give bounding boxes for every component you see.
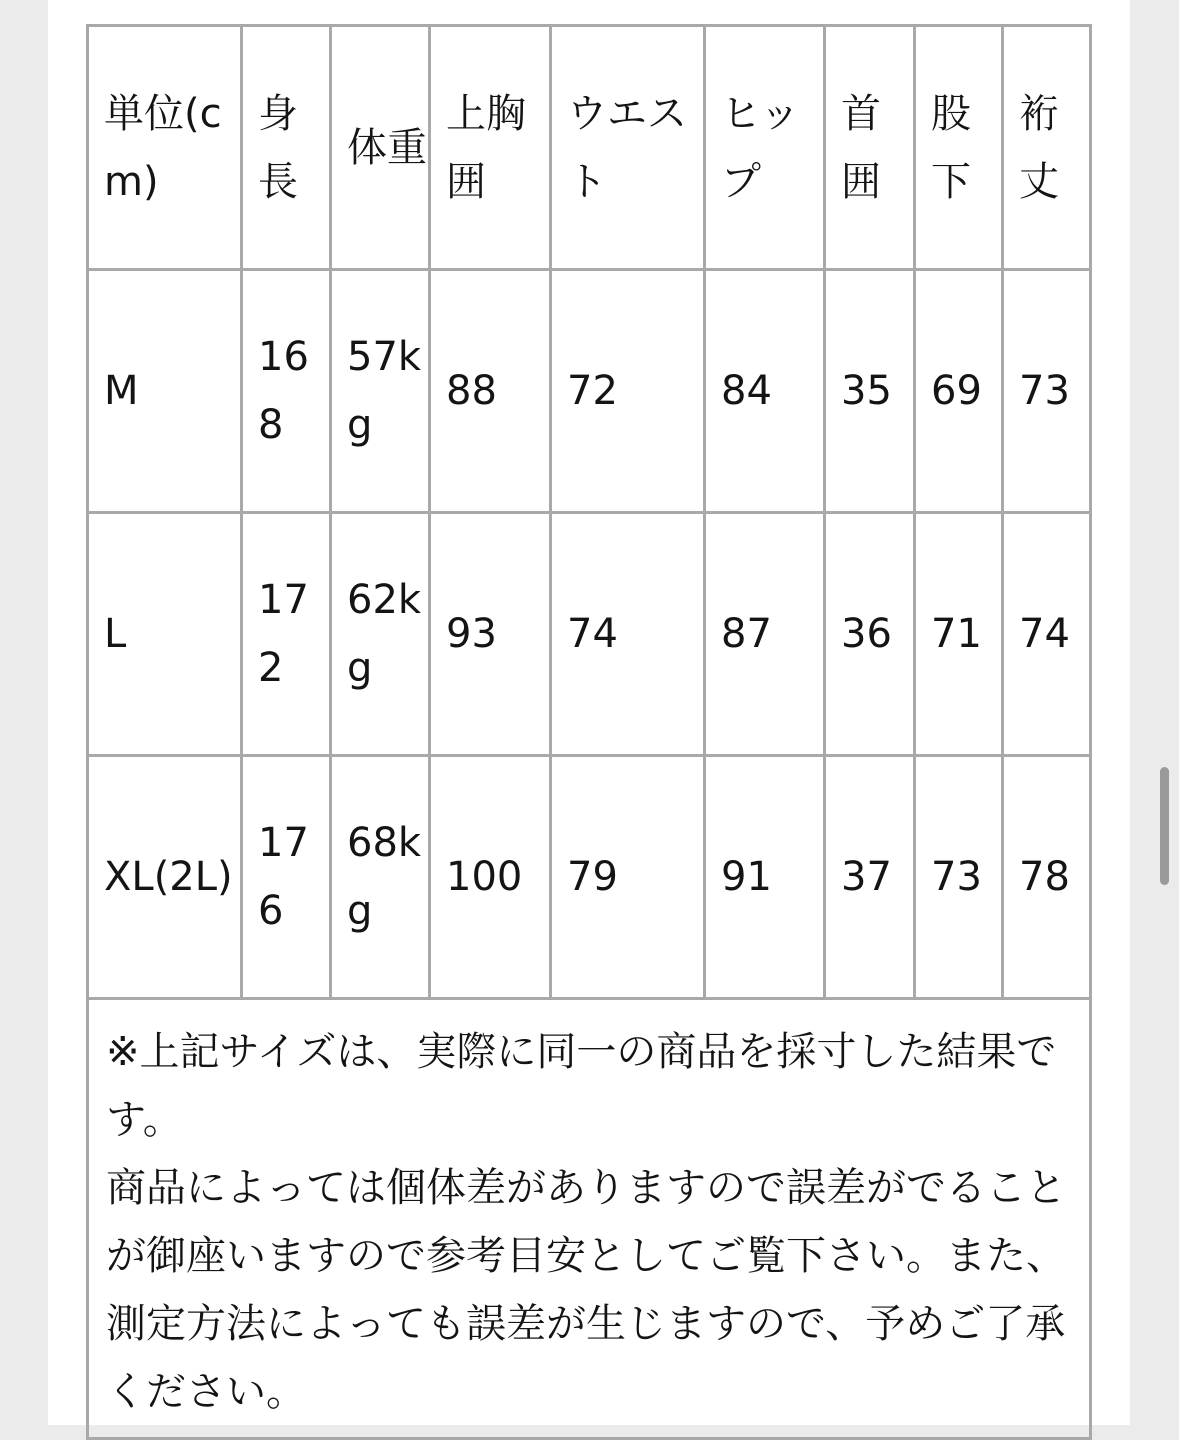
table-row: [88, 756, 1091, 999]
waist-cell: 74: [551, 513, 705, 756]
header-neck: 首囲: [825, 26, 915, 270]
size-table: [86, 24, 1092, 1440]
inseam-cell: 73: [915, 756, 1003, 999]
header-waist: ウエスト: [551, 26, 705, 270]
note-line-variance: 商品によっては個体差がありますので誤差がでることが御座いますので参考目安としてご覧下さい。また、測定方法によっても誤差が生じますので、予めご了承ください。: [106, 1165, 1066, 1415]
upper-chest-cell: 88: [430, 270, 551, 513]
inseam-cell: 71: [915, 513, 1003, 756]
header-hip: ヒップ: [705, 26, 825, 270]
height-cell: 172: [242, 513, 331, 756]
table-row: [88, 270, 1091, 513]
neck-cell: 37: [825, 756, 915, 999]
header-height: 身長: [242, 26, 331, 270]
header-upper-chest: 上胸囲: [430, 26, 551, 270]
header-weight: 体重: [331, 26, 430, 270]
weight-cell: 57kg: [331, 270, 430, 513]
weight-cell: 68kg: [331, 756, 430, 999]
note-cell: [88, 999, 1091, 1439]
header-unit: 単位(cm): [88, 26, 242, 270]
hip-cell: 87: [705, 513, 825, 756]
note-line-measurement: ※上記サイズは、実際に同一の商品を採寸した結果です。: [106, 1029, 1057, 1143]
weight-cell: 62kg: [331, 513, 430, 756]
hip-cell: 91: [705, 756, 825, 999]
height-cell: 168: [242, 270, 331, 513]
sleeve-cell: 78: [1003, 756, 1091, 999]
vertical-scrollbar[interactable]: [1160, 767, 1169, 885]
neck-cell: 35: [825, 270, 915, 513]
upper-chest-cell: 93: [430, 513, 551, 756]
size-cell: L: [88, 513, 242, 756]
header-inseam: 股下: [915, 26, 1003, 270]
upper-chest-cell: 100: [430, 756, 551, 999]
waist-cell: 79: [551, 756, 705, 999]
note-row: [88, 999, 1091, 1439]
size-cell: M: [88, 270, 242, 513]
waist-cell: 72: [551, 270, 705, 513]
hip-cell: 84: [705, 270, 825, 513]
height-cell: 176: [242, 756, 331, 999]
neck-cell: 36: [825, 513, 915, 756]
sleeve-cell: 73: [1003, 270, 1091, 513]
size-cell: XL(2L): [88, 756, 242, 999]
sleeve-cell: 74: [1003, 513, 1091, 756]
header-sleeve: 裄丈: [1003, 26, 1091, 270]
table-row: [88, 513, 1091, 756]
header-row: [88, 26, 1091, 270]
inseam-cell: 69: [915, 270, 1003, 513]
